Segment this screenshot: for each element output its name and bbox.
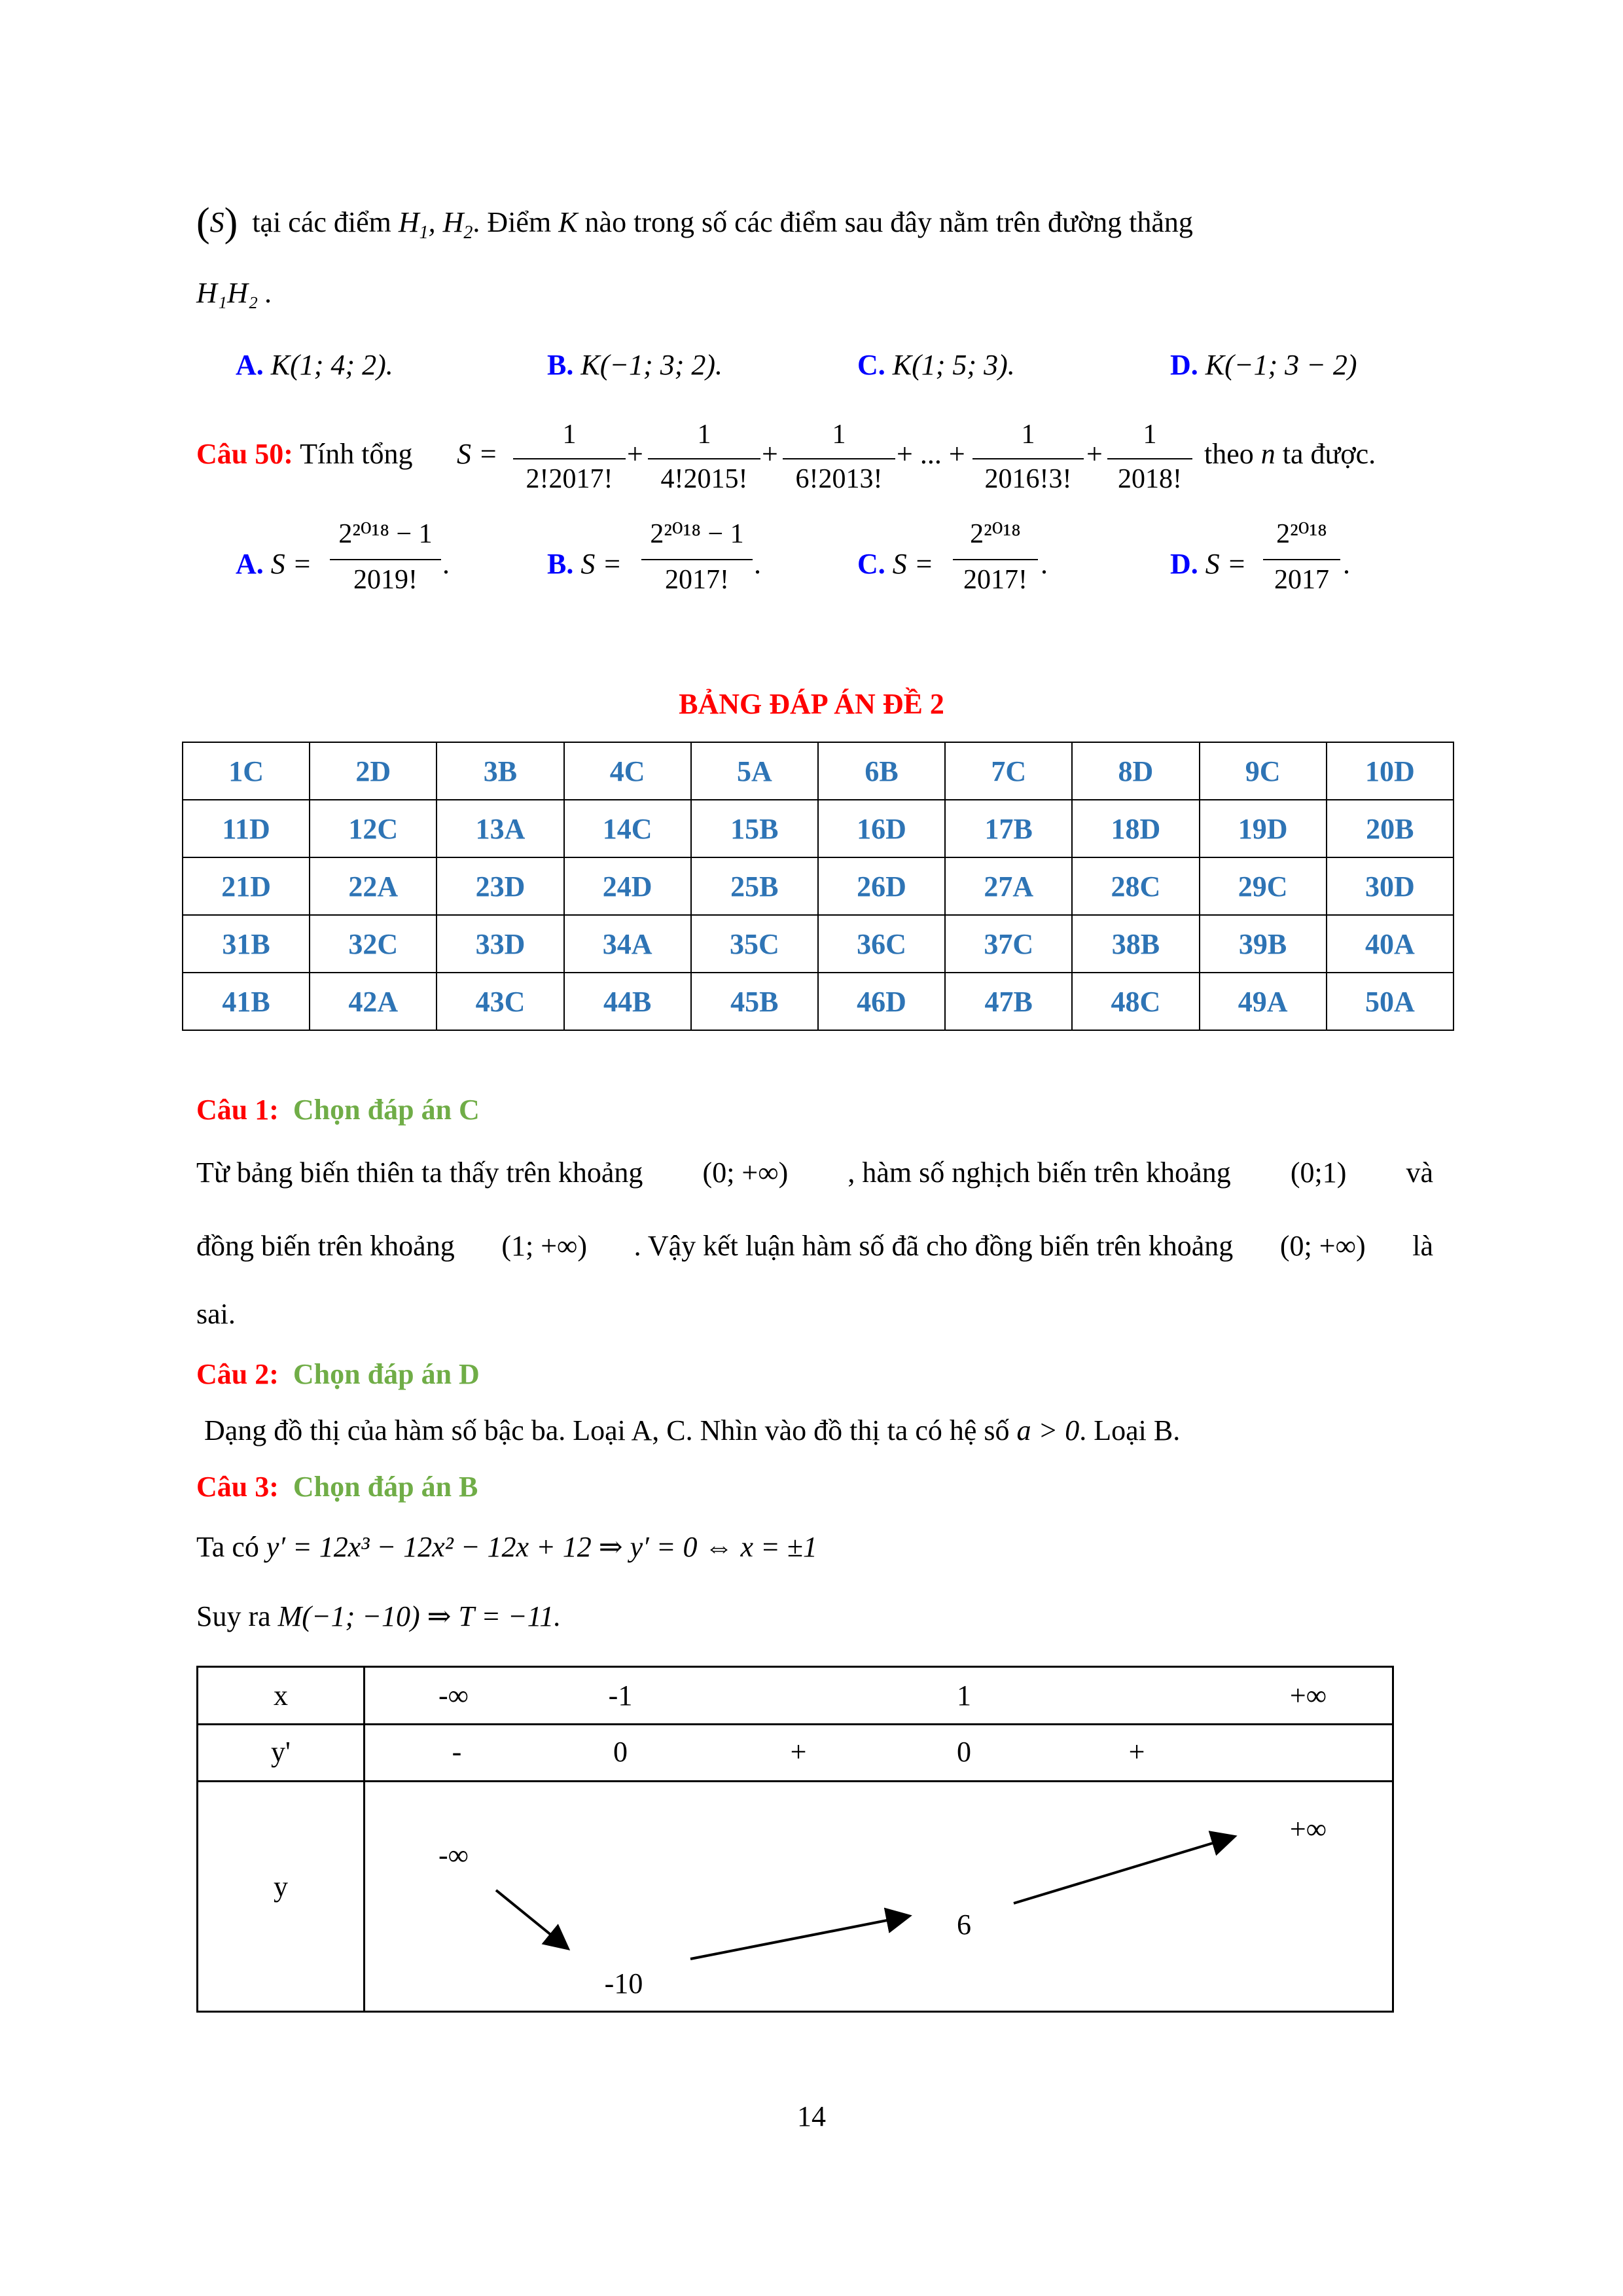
- answer-cell: 19D: [1200, 800, 1327, 857]
- q50-option-a-label: A. S =: [236, 548, 312, 580]
- solution-3-line-1: Ta có y′ = 12x³ − 12x² − 12x + 12 ⇒ y′ = 0 ⇔ x = ±1: [196, 1531, 817, 1563]
- answer-cell: 30D: [1327, 857, 1454, 915]
- answer-cell: 11D: [183, 800, 310, 857]
- answer-cell: 6B: [818, 742, 945, 800]
- solution-1-heading: Câu 1: Chọn đáp án C: [196, 1094, 480, 1126]
- q49-text-line-1: (S) tại các điểm $H_1$, $H_2$. Điểm K nào trong số các điểm sau đây nằm trên đường thẳng: [196, 200, 1193, 245]
- answer-cell: 26D: [818, 857, 945, 915]
- answer-cell: 18D: [1072, 800, 1199, 857]
- answer-cell: 13A: [437, 800, 563, 857]
- answer-cell: 2D: [310, 742, 437, 800]
- vt-label-yp: y': [271, 1736, 291, 1768]
- line-h1h2: H₁H₂ .: [196, 277, 273, 309]
- vt-y-value: 6: [957, 1909, 971, 1941]
- solution-3-heading: Câu 3: Chọn đáp án B: [196, 1471, 478, 1503]
- sphere-symbol: S: [209, 206, 224, 238]
- q50-option-a-dot: .: [442, 548, 450, 580]
- answer-cell: 42A: [310, 973, 437, 1030]
- solution-1-line-2: đồng biến trên khoảng (1; +∞) . Vậy kết luận hàm số đã cho đồng biến trên khoảng (0; +∞) là: [196, 1230, 1433, 1262]
- table-row: [183, 973, 1454, 1030]
- vt-arrows: [198, 1668, 1388, 2007]
- answer-cell: 1C: [183, 742, 310, 800]
- answer-cell: 5A: [691, 742, 818, 800]
- q50-option-b-dot: .: [754, 548, 761, 580]
- answer-cell: 38B: [1072, 915, 1199, 973]
- vt-yp-value: -: [452, 1736, 462, 1768]
- answer-cell: 35C: [691, 915, 818, 973]
- table-row: [183, 742, 1454, 800]
- q50-option-a-frac: 2²⁰¹⁸ − 1 2019!: [330, 517, 441, 602]
- vt-yp-value: 0: [957, 1736, 971, 1768]
- solution-2-heading: Câu 2: Chọn đáp án D: [196, 1358, 480, 1390]
- q49-text-c: nào trong số các điểm sau đây nằm trên đường thẳng: [584, 206, 1193, 238]
- answer-cell: 36C: [818, 915, 945, 973]
- answer-cell: 33D: [437, 915, 563, 973]
- answer-cell: 47B: [945, 973, 1072, 1030]
- answer-cell: 23D: [437, 857, 563, 915]
- solution-2-text: Dạng đồ thị của hàm số bậc ba. Loại A, C. Nhìn vào đồ thị ta có hệ số a > 0. Loại B.: [204, 1414, 1181, 1446]
- vt-yp-value: +: [790, 1736, 807, 1768]
- answer-cell: 9C: [1200, 742, 1327, 800]
- solution-3-line-2: Suy ra M(−1; −10) ⇒ T = −11.: [196, 1600, 562, 1632]
- point-h1: $H_1$, $H_2$: [398, 206, 473, 243]
- answer-cell: 29C: [1200, 857, 1327, 915]
- q50-dots: + ... +: [897, 438, 965, 470]
- increasing-arrow-2: [1014, 1837, 1232, 1903]
- answer-cell: 10D: [1327, 742, 1454, 800]
- q50-plus-2: +: [762, 438, 778, 470]
- answer-cell: 45B: [691, 973, 818, 1030]
- q50-option-d-label: D. S =: [1170, 548, 1247, 580]
- answer-cell: 15B: [691, 800, 818, 857]
- q50-s-eq: S =: [457, 438, 498, 470]
- table-row: [183, 857, 1454, 915]
- q50-option-d-frac: 2²⁰¹⁸ 2017: [1263, 517, 1340, 602]
- answer-cell: 50A: [1327, 973, 1454, 1030]
- solution-1-line-1: Từ bảng biến thiên ta thấy trên khoảng (0; +∞) , hàm số nghịch biến trên khoảng (0;1) và: [196, 1157, 1433, 1189]
- answer-cell: 28C: [1072, 857, 1199, 915]
- answer-cell: 40A: [1327, 915, 1454, 973]
- q50-option-c-dot: .: [1041, 548, 1048, 580]
- q50-tail: theo n ta được.: [1204, 438, 1376, 470]
- answer-cell: 8D: [1072, 742, 1199, 800]
- q49-option-c: C. K(1; 5; 3).: [857, 349, 1015, 381]
- q49-option-a: A. K(1; 4; 2).: [236, 349, 393, 381]
- answer-cell: 25B: [691, 857, 818, 915]
- q50-option-b-frac: 2²⁰¹⁸ − 1 2017!: [641, 517, 753, 602]
- vt-x-value: +∞: [1289, 1679, 1327, 1712]
- vt-yp-value: 0: [613, 1736, 628, 1768]
- answer-cell: 49A: [1200, 973, 1327, 1030]
- answer-cell: 16D: [818, 800, 945, 857]
- answer-cell: 7C: [945, 742, 1072, 800]
- answer-cell: 37C: [945, 915, 1072, 973]
- vt-x-value: -∞: [438, 1679, 469, 1712]
- vt-label-y: y: [274, 1871, 288, 1903]
- answer-cell: 14C: [564, 800, 691, 857]
- answer-cell: 41B: [183, 973, 310, 1030]
- answer-key-table: [182, 742, 1454, 1031]
- answer-cell: 27A: [945, 857, 1072, 915]
- q50-frac-1: 1 2!2017!: [513, 419, 626, 497]
- q50-frac-3: 1 6!2013!: [783, 419, 895, 497]
- q49-option-d: D. K(−1; 3 − 2): [1170, 349, 1357, 381]
- solution-1-line-3: sai.: [196, 1298, 236, 1330]
- q50-option-b-label: B. S =: [547, 548, 622, 580]
- variation-table: [196, 1666, 1394, 2013]
- answer-cell: 48C: [1072, 973, 1199, 1030]
- answer-cell: 20B: [1327, 800, 1454, 857]
- answer-cell: 24D: [564, 857, 691, 915]
- increasing-arrow-1: [690, 1916, 907, 1959]
- page-number: 14: [797, 2100, 826, 2132]
- q50-frac-2: 1 4!2015!: [648, 419, 760, 497]
- k-var: K: [558, 206, 578, 238]
- q50-label: Câu 50: Tính tổng: [196, 438, 413, 470]
- answer-cell: 12C: [310, 800, 437, 857]
- answer-cell: 44B: [564, 973, 691, 1030]
- q49-text-b: . Điểm: [473, 206, 552, 238]
- q50-plus-1: +: [627, 438, 643, 470]
- q50-plus-3: +: [1086, 438, 1103, 470]
- table-row: [183, 800, 1454, 857]
- answer-cell: 3B: [437, 742, 563, 800]
- decreasing-arrow: [496, 1890, 566, 1947]
- answer-cell: 4C: [564, 742, 691, 800]
- q50-frac-4: 1 2016!3!: [972, 419, 1084, 497]
- answer-cell: 17B: [945, 800, 1072, 857]
- vt-y-value: -∞: [438, 1839, 469, 1871]
- answer-cell: 21D: [183, 857, 310, 915]
- q50-frac-5: 1 2018!: [1107, 419, 1192, 497]
- q49-option-b: B. K(−1; 3; 2).: [547, 349, 723, 381]
- table-row: [183, 915, 1454, 973]
- vt-x-value: -1: [608, 1679, 633, 1712]
- q49-text-a: tại các điểm: [252, 206, 391, 238]
- q50-option-d-dot: .: [1343, 548, 1350, 580]
- answer-cell: 34A: [564, 915, 691, 973]
- vt-y-value: +∞: [1289, 1813, 1327, 1845]
- vt-yp-value: +: [1128, 1736, 1145, 1768]
- answer-cell: 39B: [1200, 915, 1327, 973]
- answer-cell: 31B: [183, 915, 310, 973]
- q50-option-c-label: C. S =: [857, 548, 934, 580]
- vt-y-value: -10: [604, 1967, 643, 2000]
- answer-key-title: BẢNG ĐÁP ÁN ĐỀ 2: [679, 688, 944, 720]
- answer-cell: 43C: [437, 973, 563, 1030]
- q50-option-c-frac: 2²⁰¹⁸ 2017!: [953, 517, 1038, 602]
- answer-cell: 46D: [818, 973, 945, 1030]
- vt-label-x: x: [274, 1679, 288, 1712]
- answer-cell: 32C: [310, 915, 437, 973]
- vt-x-value: 1: [957, 1679, 971, 1712]
- answer-cell: 22A: [310, 857, 437, 915]
